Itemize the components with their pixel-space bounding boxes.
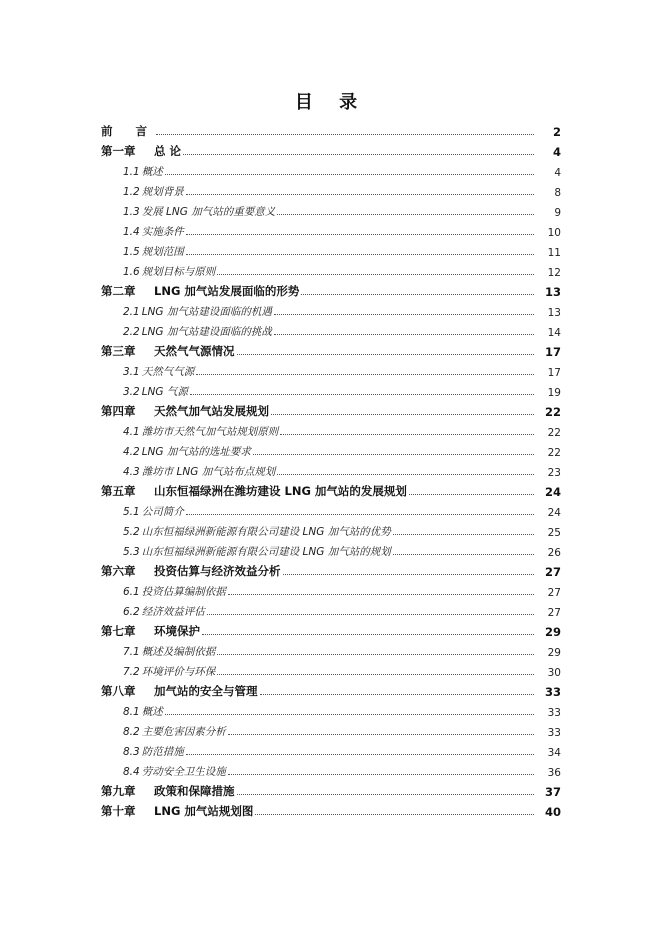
toc-page-number: 14: [547, 327, 561, 339]
dot-leader: [237, 353, 535, 355]
toc-entry-number: 3.1: [123, 366, 140, 378]
toc-entry-number: 4.1: [123, 426, 140, 438]
toc-section-entry[interactable]: [101, 599, 561, 619]
toc-entry-heading: [123, 724, 226, 739]
toc-entry-label: 主要危害因素分析: [141, 726, 226, 738]
toc-entry-number: 第五章: [101, 484, 136, 498]
toc-entry-heading: [101, 123, 154, 139]
toc-entry-label: 山东恒福绿洲在潍坊建设 LNG 加气站的发展规划: [154, 484, 407, 498]
toc-entry-number: 第十章: [101, 804, 136, 818]
toc-entry-heading: [123, 744, 184, 759]
toc-entry-number: 第七章: [101, 624, 136, 638]
toc-entry-heading: [123, 704, 163, 719]
toc-entry-label: 潍坊市天然气加气站规划原则: [141, 426, 279, 438]
toc-entry-label: 发展 LNG 加气站的重要意义: [141, 206, 276, 218]
toc-section-entry[interactable]: [101, 259, 561, 279]
toc-page-number: 33: [547, 727, 561, 739]
toc-entry-heading: [123, 324, 272, 339]
toc-entry-heading: [123, 164, 163, 179]
toc-entry-label: 概述: [141, 706, 163, 718]
toc-section-entry[interactable]: [101, 459, 561, 479]
toc-entry-number: 4.3: [123, 466, 140, 478]
toc-page-number: 36: [547, 767, 561, 779]
toc-entry-number: 7.1: [123, 646, 140, 658]
dot-leader: [271, 413, 534, 415]
toc-entry-number: 1.3: [123, 206, 140, 218]
dot-leader: [274, 313, 534, 315]
toc-entry-label: 实施条件: [141, 226, 184, 238]
toc-entry-heading: [101, 783, 235, 799]
toc-section-entry[interactable]: [101, 639, 561, 659]
toc-entry-heading: [123, 604, 205, 619]
toc-page-number: 9: [554, 207, 561, 219]
toc-entry-number: 1.2: [123, 186, 140, 198]
toc-entry-heading: [101, 803, 253, 819]
toc-section-entry[interactable]: [101, 299, 561, 319]
dot-leader: [253, 453, 534, 455]
toc-entry-label: 总 论: [154, 144, 182, 158]
toc-page-number: 23: [547, 467, 561, 479]
toc-entry-heading: [101, 483, 407, 499]
toc-entry-label: 天然气气源: [141, 366, 195, 378]
toc-entry-number: 1.1: [123, 166, 140, 178]
toc-entry-number: 3.2: [123, 386, 140, 398]
toc-entry-label: LNG 加气站的选址要求: [141, 446, 251, 458]
toc-entry-heading: [101, 343, 235, 359]
toc-entry-heading: [123, 364, 194, 379]
toc-section-entry[interactable]: [101, 379, 561, 399]
toc-entry-label: 环境保护: [154, 624, 200, 638]
toc-entry-heading: [123, 764, 226, 779]
toc-entry-label: 概述: [141, 166, 163, 178]
toc-page-number: 24: [547, 507, 561, 519]
toc-entry-label: 劳动安全卫生设施: [141, 766, 226, 778]
toc-page-number: 17: [547, 367, 561, 379]
toc-entry-number: 6.1: [123, 586, 140, 598]
toc-section-entry[interactable]: [101, 579, 561, 599]
toc-entry-number: 8.4: [123, 766, 140, 778]
dot-leader: [280, 433, 534, 435]
toc-section-entry[interactable]: [101, 179, 561, 199]
toc-section-entry[interactable]: [101, 199, 561, 219]
dot-leader: [393, 553, 534, 555]
toc-entry-label: LNG 加气站建设面临的挑战: [141, 326, 272, 338]
toc-page-number: 8: [554, 187, 561, 199]
toc-section-entry[interactable]: [101, 359, 561, 379]
toc-chapter-entry[interactable]: [101, 779, 561, 799]
toc-section-entry[interactable]: [101, 159, 561, 179]
toc-entry-label: LNG 气源: [141, 386, 188, 398]
toc-chapter-entry[interactable]: [101, 679, 561, 699]
dot-leader: [217, 673, 534, 675]
toc-page-number: 24: [544, 485, 561, 499]
toc-entry-heading: [101, 623, 200, 639]
dot-leader: [228, 733, 534, 735]
dot-leader: [228, 773, 534, 775]
toc-entry-number: 8.2: [123, 726, 140, 738]
toc-entry-heading: [123, 504, 184, 519]
toc-page-number: 12: [547, 267, 561, 279]
dot-leader: [393, 533, 534, 535]
toc-entry-label: LNG 加气站发展面临的形势: [154, 284, 300, 298]
toc-entry-number: 7.2: [123, 666, 140, 678]
toc-page-number: 33: [547, 707, 561, 719]
toc-entry-label: LNG 加气站建设面临的机遇: [141, 306, 272, 318]
toc-section-entry[interactable]: [101, 219, 561, 239]
toc-entry-label: 规划范围: [141, 246, 184, 258]
toc-entry-number: 第六章: [101, 564, 136, 578]
toc-entry-heading: [123, 224, 184, 239]
toc-page-number: 26: [547, 547, 561, 559]
toc-entry-label: 山东恒福绿洲新能源有限公司建设 LNG 加气站的优势: [141, 526, 391, 538]
toc-entry-heading: [123, 384, 188, 399]
toc-entry-heading: [101, 403, 269, 419]
dot-leader: [186, 193, 534, 195]
toc-page-number: 25: [547, 527, 561, 539]
toc-entry-heading: [101, 683, 258, 699]
toc-entry-number: 8.1: [123, 706, 140, 718]
toc-chapter-entry[interactable]: [101, 119, 561, 139]
toc-chapter-entry[interactable]: [101, 559, 561, 579]
dot-leader: [237, 793, 535, 795]
toc-entry-number: 5.1: [123, 506, 140, 518]
toc-entry-number: 5.2: [123, 526, 140, 538]
dot-leader: [186, 233, 534, 235]
toc-section-entry[interactable]: [101, 239, 561, 259]
toc-page-number: 27: [544, 565, 561, 579]
toc-page-number: 22: [544, 405, 561, 419]
toc-entry-heading: [123, 444, 251, 459]
toc-page-number: 17: [544, 345, 561, 359]
dot-leader: [156, 133, 534, 135]
toc-section-entry[interactable]: [101, 699, 561, 719]
toc-entry-label: 经济效益评估: [141, 606, 205, 618]
toc-page-number: 34: [547, 747, 561, 759]
toc-section-entry[interactable]: [101, 539, 561, 559]
toc-entry-heading: [123, 264, 215, 279]
toc-entry-heading: [123, 424, 278, 439]
toc-entry-heading: [101, 283, 299, 299]
dot-leader: [260, 693, 535, 695]
toc-entry-label: 投资估算编制依据: [141, 586, 226, 598]
toc-entry-label: 政策和保障措施: [154, 784, 235, 798]
toc-entry-label: 防范措施: [141, 746, 184, 758]
toc-page-number: 33: [544, 685, 561, 699]
toc-chapter-entry[interactable]: [101, 339, 561, 359]
toc-section-entry[interactable]: [101, 759, 561, 779]
toc-entry-heading: [123, 524, 391, 539]
toc-page-number: 10: [547, 227, 561, 239]
dot-leader: [186, 253, 534, 255]
dot-leader: [217, 653, 534, 655]
toc-entry-number: 第一章: [101, 144, 136, 158]
toc-page-number: 22: [547, 427, 561, 439]
dot-leader: [217, 273, 534, 275]
toc-entry-label: 概述及编制依据: [141, 646, 216, 658]
toc-entry-number: 2.2: [123, 326, 140, 338]
toc-section-entry[interactable]: [101, 319, 561, 339]
toc-entry-heading: [123, 204, 275, 219]
toc-chapter-entry[interactable]: [101, 479, 561, 499]
toc-entry-label: 天然气加气站发展规划: [154, 404, 269, 418]
dot-leader: [228, 593, 534, 595]
toc-chapter-entry[interactable]: [101, 619, 561, 639]
toc-entry-label: 天然气气源情况: [154, 344, 235, 358]
toc-entry-heading: [123, 644, 215, 659]
toc-entry-number: 4.2: [123, 446, 140, 458]
toc-entry-heading: [123, 184, 184, 199]
toc-section-entry[interactable]: [101, 519, 561, 539]
toc-page-number: 19: [547, 387, 561, 399]
dot-leader: [277, 473, 534, 475]
toc-page-number: 40: [544, 805, 561, 819]
toc-entry-label: 公司简介: [141, 506, 184, 518]
toc-entry-label: 加气站的安全与管理: [154, 684, 258, 698]
toc-entry-label: 山东恒福绿洲新能源有限公司建设 LNG 加气站的规划: [141, 546, 391, 558]
toc-section-entry[interactable]: [101, 719, 561, 739]
toc-page-number: 4: [552, 145, 561, 159]
toc-chapter-entry[interactable]: [101, 799, 561, 819]
toc-entry-heading: [123, 664, 215, 679]
toc-entry-number: 2.1: [123, 306, 140, 318]
toc-entry-number: 5.3: [123, 546, 140, 558]
dot-leader: [207, 613, 534, 615]
toc-entry-number: 第二章: [101, 284, 136, 298]
table-of-contents: [101, 119, 561, 819]
toc-entry-number: 第九章: [101, 784, 136, 798]
toc-page-number: 29: [544, 625, 561, 639]
toc-chapter-entry[interactable]: [101, 139, 561, 159]
toc-entry-number: 1.5: [123, 246, 140, 258]
toc-entry-number: 第八章: [101, 684, 136, 698]
dot-leader: [183, 153, 534, 155]
dot-leader: [165, 713, 534, 715]
toc-entry-heading: [123, 584, 226, 599]
toc-entry-label: LNG 加气站规划图: [154, 804, 254, 818]
toc-page-number: 27: [547, 587, 561, 599]
page-title: 目 录: [294, 92, 368, 113]
toc-entry-heading: [123, 304, 272, 319]
toc-entry-heading: [101, 563, 281, 579]
dot-leader: [190, 393, 534, 395]
toc-section-entry[interactable]: [101, 659, 561, 679]
toc-entry-heading: [123, 244, 184, 259]
toc-page-number: 13: [547, 307, 561, 319]
toc-page-number: 13: [544, 285, 561, 299]
dot-leader: [202, 633, 534, 635]
dot-leader: [283, 573, 535, 575]
toc-entry-number: 第三章: [101, 344, 136, 358]
toc-entry-number: 1.6: [123, 266, 140, 278]
dot-leader: [255, 813, 534, 815]
toc-page-number: 30: [547, 667, 561, 679]
dot-leader: [165, 173, 534, 175]
toc-page-number: 37: [544, 785, 561, 799]
toc-entry-label: 投资估算与经济效益分析: [154, 564, 281, 578]
toc-entry-number: 第四章: [101, 404, 136, 418]
toc-section-entry[interactable]: [101, 439, 561, 459]
toc-section-entry[interactable]: [101, 739, 561, 759]
toc-entry-number: 6.2: [123, 606, 140, 618]
dot-leader: [409, 493, 534, 495]
toc-section-entry[interactable]: [101, 499, 561, 519]
toc-entry-label: 环境评价与环保: [141, 666, 216, 678]
toc-entry-heading: [123, 464, 275, 479]
toc-chapter-entry[interactable]: [101, 279, 561, 299]
dot-leader: [186, 513, 534, 515]
toc-page-number: 27: [547, 607, 561, 619]
toc-page-number: 11: [547, 247, 561, 259]
toc-page-number: 2: [552, 125, 561, 139]
dot-leader: [301, 293, 534, 295]
toc-chapter-entry[interactable]: [101, 399, 561, 419]
toc-entry-number: 1.4: [123, 226, 140, 238]
toc-entry-heading: [123, 544, 391, 559]
toc-page-number: 4: [554, 167, 561, 179]
toc-entry-heading: [101, 143, 181, 159]
dot-leader: [196, 373, 534, 375]
toc-section-entry[interactable]: [101, 419, 561, 439]
toc-page-number: 29: [547, 647, 561, 659]
toc-entry-number: 8.3: [123, 746, 140, 758]
toc-entry-label: 规划背景: [141, 186, 184, 198]
dot-leader: [277, 213, 534, 215]
toc-entry-number: 前 言: [101, 124, 147, 138]
toc-page-number: 22: [547, 447, 561, 459]
dot-leader: [186, 753, 534, 755]
toc-entry-label: 规划目标与原则: [141, 266, 216, 278]
toc-entry-label: 潍坊市 LNG 加气站布点规划: [141, 466, 276, 478]
dot-leader: [274, 333, 534, 335]
